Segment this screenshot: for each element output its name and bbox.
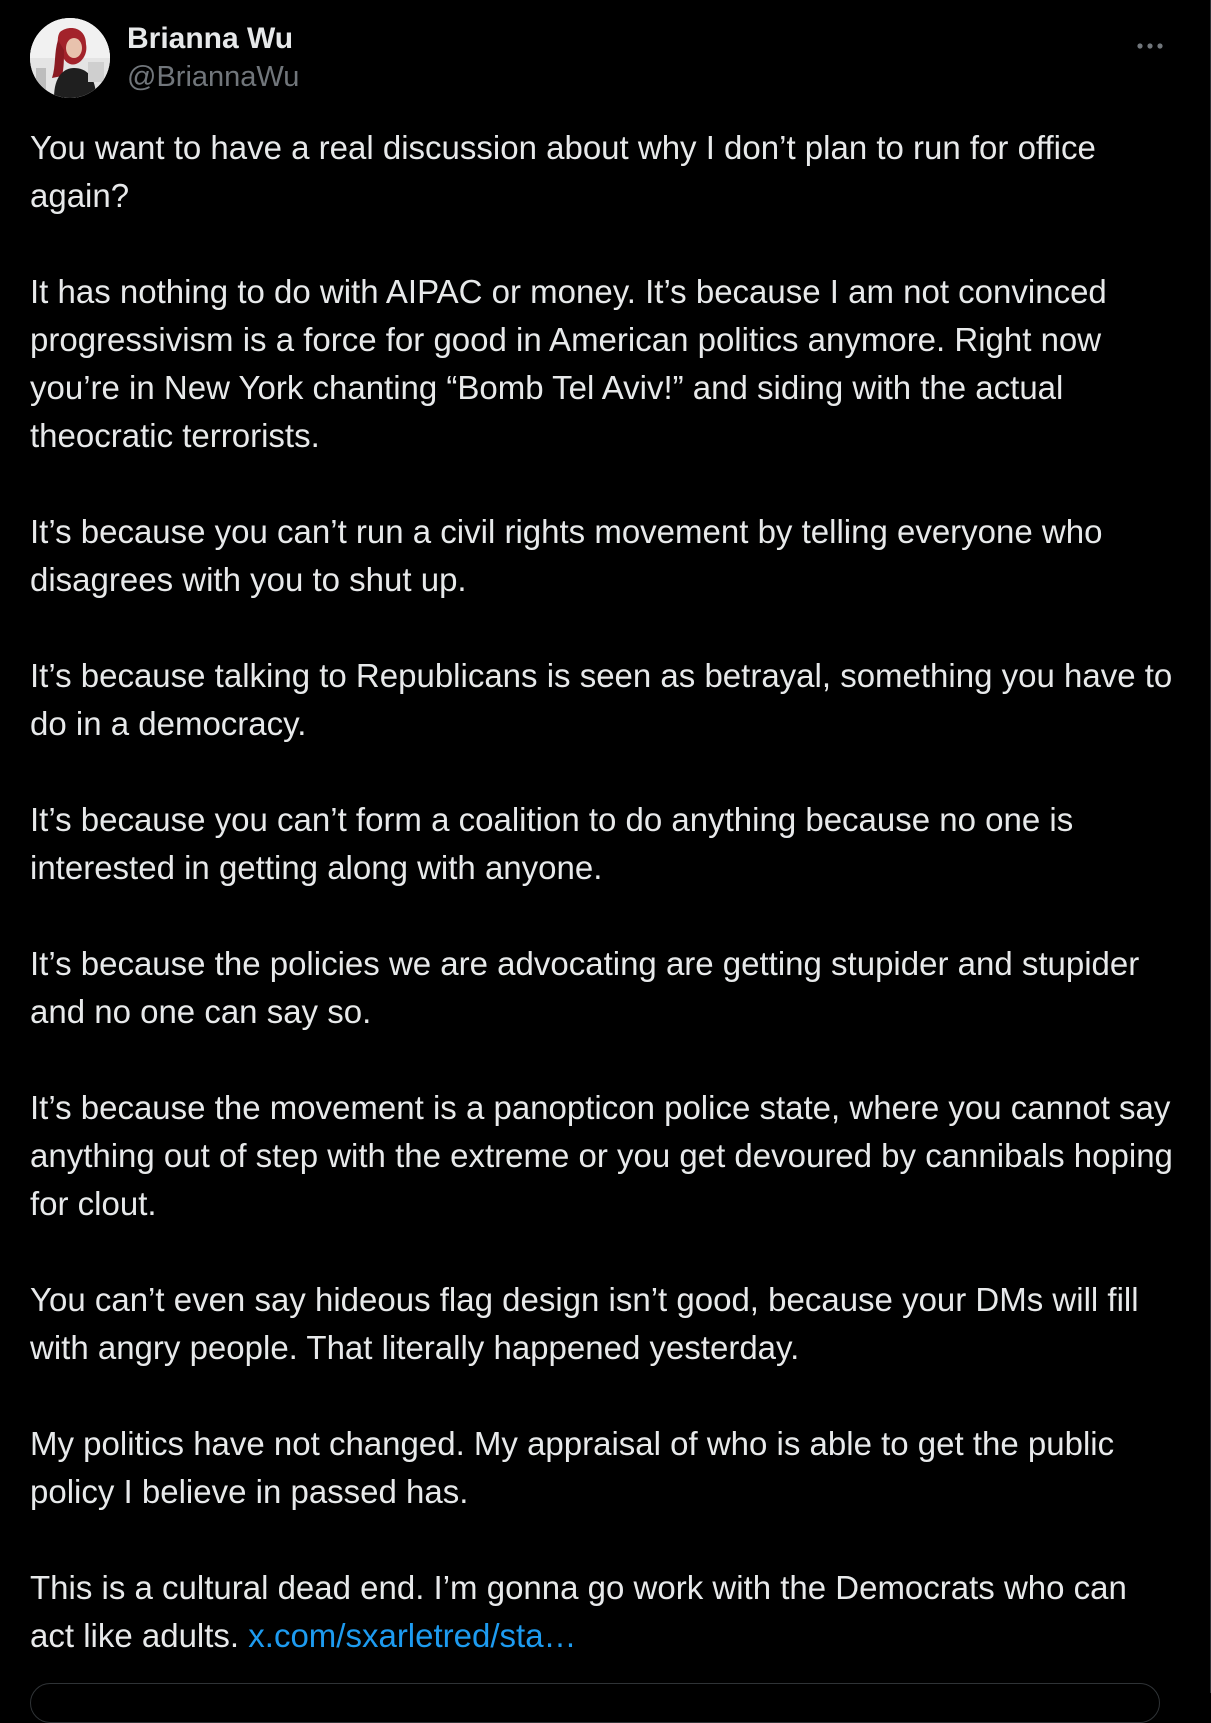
display-name[interactable]: Brianna Wu [127,22,294,55]
tweet-paragraph: You can’t even say hideous flag design isn’t good, because your DMs will fill with angry people. That literally happened yesterday. [30,1281,1139,1366]
author-names [127,20,299,96]
user-handle[interactable]: @BriannaWu [127,61,300,93]
tweet-paragraph: My politics have not changed. My appraisal of who is able to get the public policy I believe in passed has. [30,1425,1115,1510]
tweet-paragraph: It’s because the policies we are advocating are getting stupider and stupider and no one can say so. [30,945,1140,1030]
more-horizontal-icon [1130,28,1170,64]
tweet-paragraph: It’s because the movement is a panopticon police state, where you cannot say anything out of step with the extreme or you get devoured by cannibals hoping for clout. [30,1089,1173,1222]
quoted-tweet-link[interactable]: x.com/sxarletred/sta… [248,1617,577,1654]
tweet-header [30,18,1180,100]
quoted-tweet-card[interactable] [30,1683,1160,1723]
tweet-last-paragraph-text: This is a cultural dead end. I’m gonna go work with the Democrats who can act like adults. [30,1569,1127,1654]
tweet-paragraph: It’s because you can’t form a coalition to do anything because no one is interested in getting along with anyone. [30,801,1074,886]
tweet-last-paragraph [30,1564,1180,1660]
tweet-paragraph: It’s because talking to Republicans is seen as betrayal, something you have to do in a democracy. [30,657,1173,742]
tweet-text [30,124,1180,1708]
tweet-paragraph: It’s because you can’t run a civil rights movement by telling everyone who disagrees with you to shut up. [30,513,1103,598]
tweet-paragraph: You want to have a real discussion about why I don’t plan to run for office again? [30,129,1096,214]
avatar[interactable] [30,18,110,98]
more-options-button[interactable] [1130,28,1170,64]
tweet-paragraph: It has nothing to do with AIPAC or money. It’s because I am not convinced progressivism is a force for good in American politics anymore. Right now you’re in New York chanting “Bomb Tel Aviv!” and siding with the actual theocratic terrorists. [30,273,1107,454]
profile-avatar [30,18,110,98]
